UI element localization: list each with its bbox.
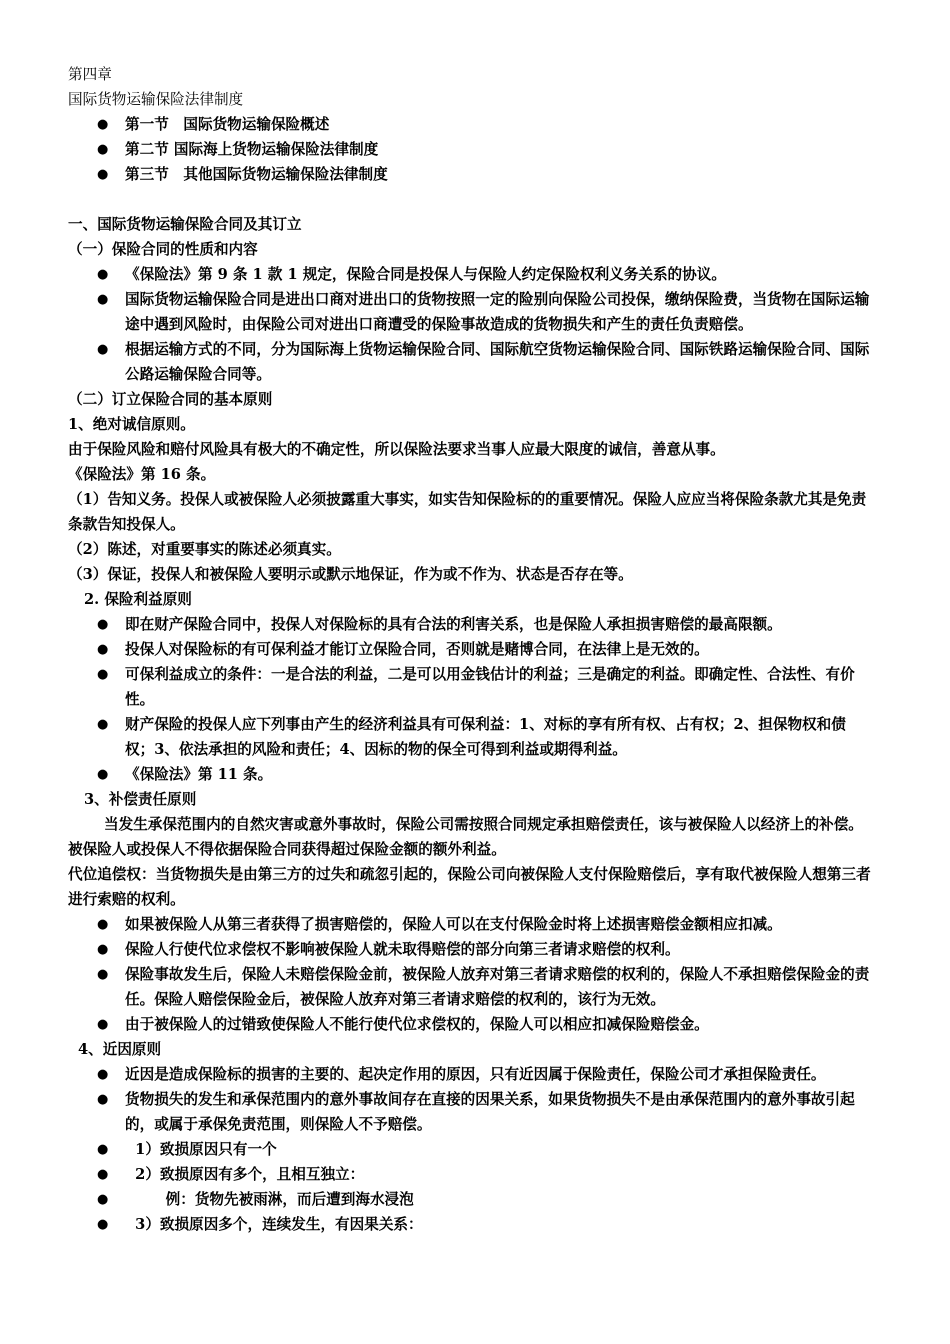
bullet-item: ● 《保险法》第 11 条。: [68, 762, 873, 787]
spacer: [68, 187, 873, 212]
principle-3-title: 3、补偿责任原则: [84, 791, 197, 808]
subrogation-text: 代位追偿权：当货物损失是由第三方的过失和疏忽引起的，保险公司向被保险人支付保险赔偿后，享有取代被保险人想第三者进行索赔的权利。: [68, 866, 871, 908]
bullet-item: ● 1）致损原因只有一个: [68, 1137, 873, 1162]
heading-1-2: （二）订立保险合同的基本原则: [68, 391, 273, 408]
bullet-item: ● 即在财产保险合同中，投保人对保险标的具有合法的利害关系，也是保险人承担损害赔偿的最高限额。: [68, 612, 873, 637]
chapter-number: 第四章: [68, 66, 112, 83]
bullet-item: ● 根据运输方式的不同，分为国际海上货物运输保险合同、国际航空货物运输保险合同、国际铁路运输保险合同、国际公路运输保险合同等。: [68, 337, 873, 387]
section-list-item: ● 第一节 国际货物运输保险概述: [68, 112, 873, 137]
principle-1-item: （2）陈述，对重要事实的陈述必须真实。: [68, 541, 341, 558]
bullet-item: ● 国际货物运输保险合同是进出口商对进出口的货物按照一定的险别向保险公司投保，缴纳保险费，当货物在国际运输途中遇到风险时，由保险公司对进出口商遭受的保险事故造成的货物损失和产生的责任负责赔偿。: [68, 287, 873, 337]
bullet-item: ● 《保险法》第 9 条 1 款 1 规定，保险合同是投保人与保险人约定保险权利义务关系的协议。: [68, 262, 873, 287]
section-list-item: ● 第三节 其他国际货物运输保险法律制度: [68, 162, 873, 187]
principle-1-text: 由于保险风险和赔付风险具有极大的不确定性，所以保险法要求当事人应最大限度的诚信，善意从事。: [68, 441, 725, 458]
principle-1-title: 1、绝对诚信原则。: [68, 416, 195, 433]
bullet-item: ● 3）致损原因多个，连续发生，有因果关系：: [68, 1212, 873, 1237]
heading-1-1: （一）保险合同的性质和内容: [68, 241, 258, 258]
bullet-item: ● 保险人行使代位求偿权不影响被保险人就未取得赔偿的部分向第三者请求赔偿的权利。: [68, 937, 873, 962]
chapter-title: 国际货物运输保险法律制度: [68, 91, 244, 108]
heading-1: 一、国际货物运输保险合同及其订立: [68, 216, 302, 233]
principle-1-law: 《保险法》第 16 条。: [68, 466, 216, 483]
bullet-item: ● 货物损失的发生和承保范围内的意外事故间存在直接的因果关系，如果货物损失不是由承保范围内的意外事故引起的，或属于承保免责范围，则保险人不予赔偿。: [68, 1087, 873, 1137]
principle-4-title: 4、近因原则: [78, 1041, 162, 1058]
bullet-item: ● 可保利益成立的条件：一是合法的利益，二是可以用金钱估计的利益；三是确定的利益。即确定性、合法性、有价性。: [68, 662, 873, 712]
bullet-item: ● 如果被保险人从第三者获得了损害赔偿的，保险人可以在支付保险金时将上述损害赔偿金额相应扣减。: [68, 912, 873, 937]
bullet-item: ● 财产保险的投保人应下列事由产生的经济利益具有可保利益：1、对标的享有所有权、占有权；2、担保物权和债权；3、依法承担的风险和责任；4、因标的物的保全可得到利益或期得利益。: [68, 712, 873, 762]
bullet-item: ● 由于被保险人的过错致使保险人不能行使代位求偿权的，保险人可以相应扣减保险赔偿金。: [68, 1012, 873, 1037]
bullet-item: ● 例：货物先被雨淋，而后遭到海水浸泡: [68, 1187, 873, 1212]
section-list-item: ● 第二节 国际海上货物运输保险法律制度: [68, 137, 873, 162]
principle-1-item: （3）保证，投保人和被保险人要明示或默示地保证，作为或不作为、状态是否存在等。: [68, 566, 633, 583]
document-page: [68, 62, 873, 1237]
bullet-item: ● 2）致损原因有多个，且相互独立：: [68, 1162, 873, 1187]
bullet-item: ● 保险事故发生后，保险人未赔偿保险金前，被保险人放弃对第三者请求赔偿的权利的，保险人不承担赔偿保险金的责任。保险人赔偿保险金后，被保险人放弃对第三者请求赔偿的权利的，该行为无效。: [68, 962, 873, 1012]
principle-2-title: 2. 保险利益原则: [84, 591, 192, 608]
principle-3-text: 当发生承保范围内的自然灾害或意外事故时，保险公司需按照合同规定承担赔偿责任，该与被保险人以经济上的补偿。被保险人或投保人不得依据保险合同获得超过保险金额的额外利益。: [68, 816, 863, 858]
principle-1-item: （1）告知义务。投保人或被保险人必须披露重大事实，如实告知保险标的的重要情况。保险人应应当将保险条款尤其是免责条款告知投保人。: [68, 491, 867, 533]
bullet-item: ● 投保人对保险标的有可保利益才能订立保险合同，否则就是赌博合同，在法律上是无效的。: [68, 637, 873, 662]
bullet-item: ● 近因是造成保险标的损害的主要的、起决定作用的原因，只有近因属于保险责任，保险公司才承担保险责任。: [68, 1062, 873, 1087]
